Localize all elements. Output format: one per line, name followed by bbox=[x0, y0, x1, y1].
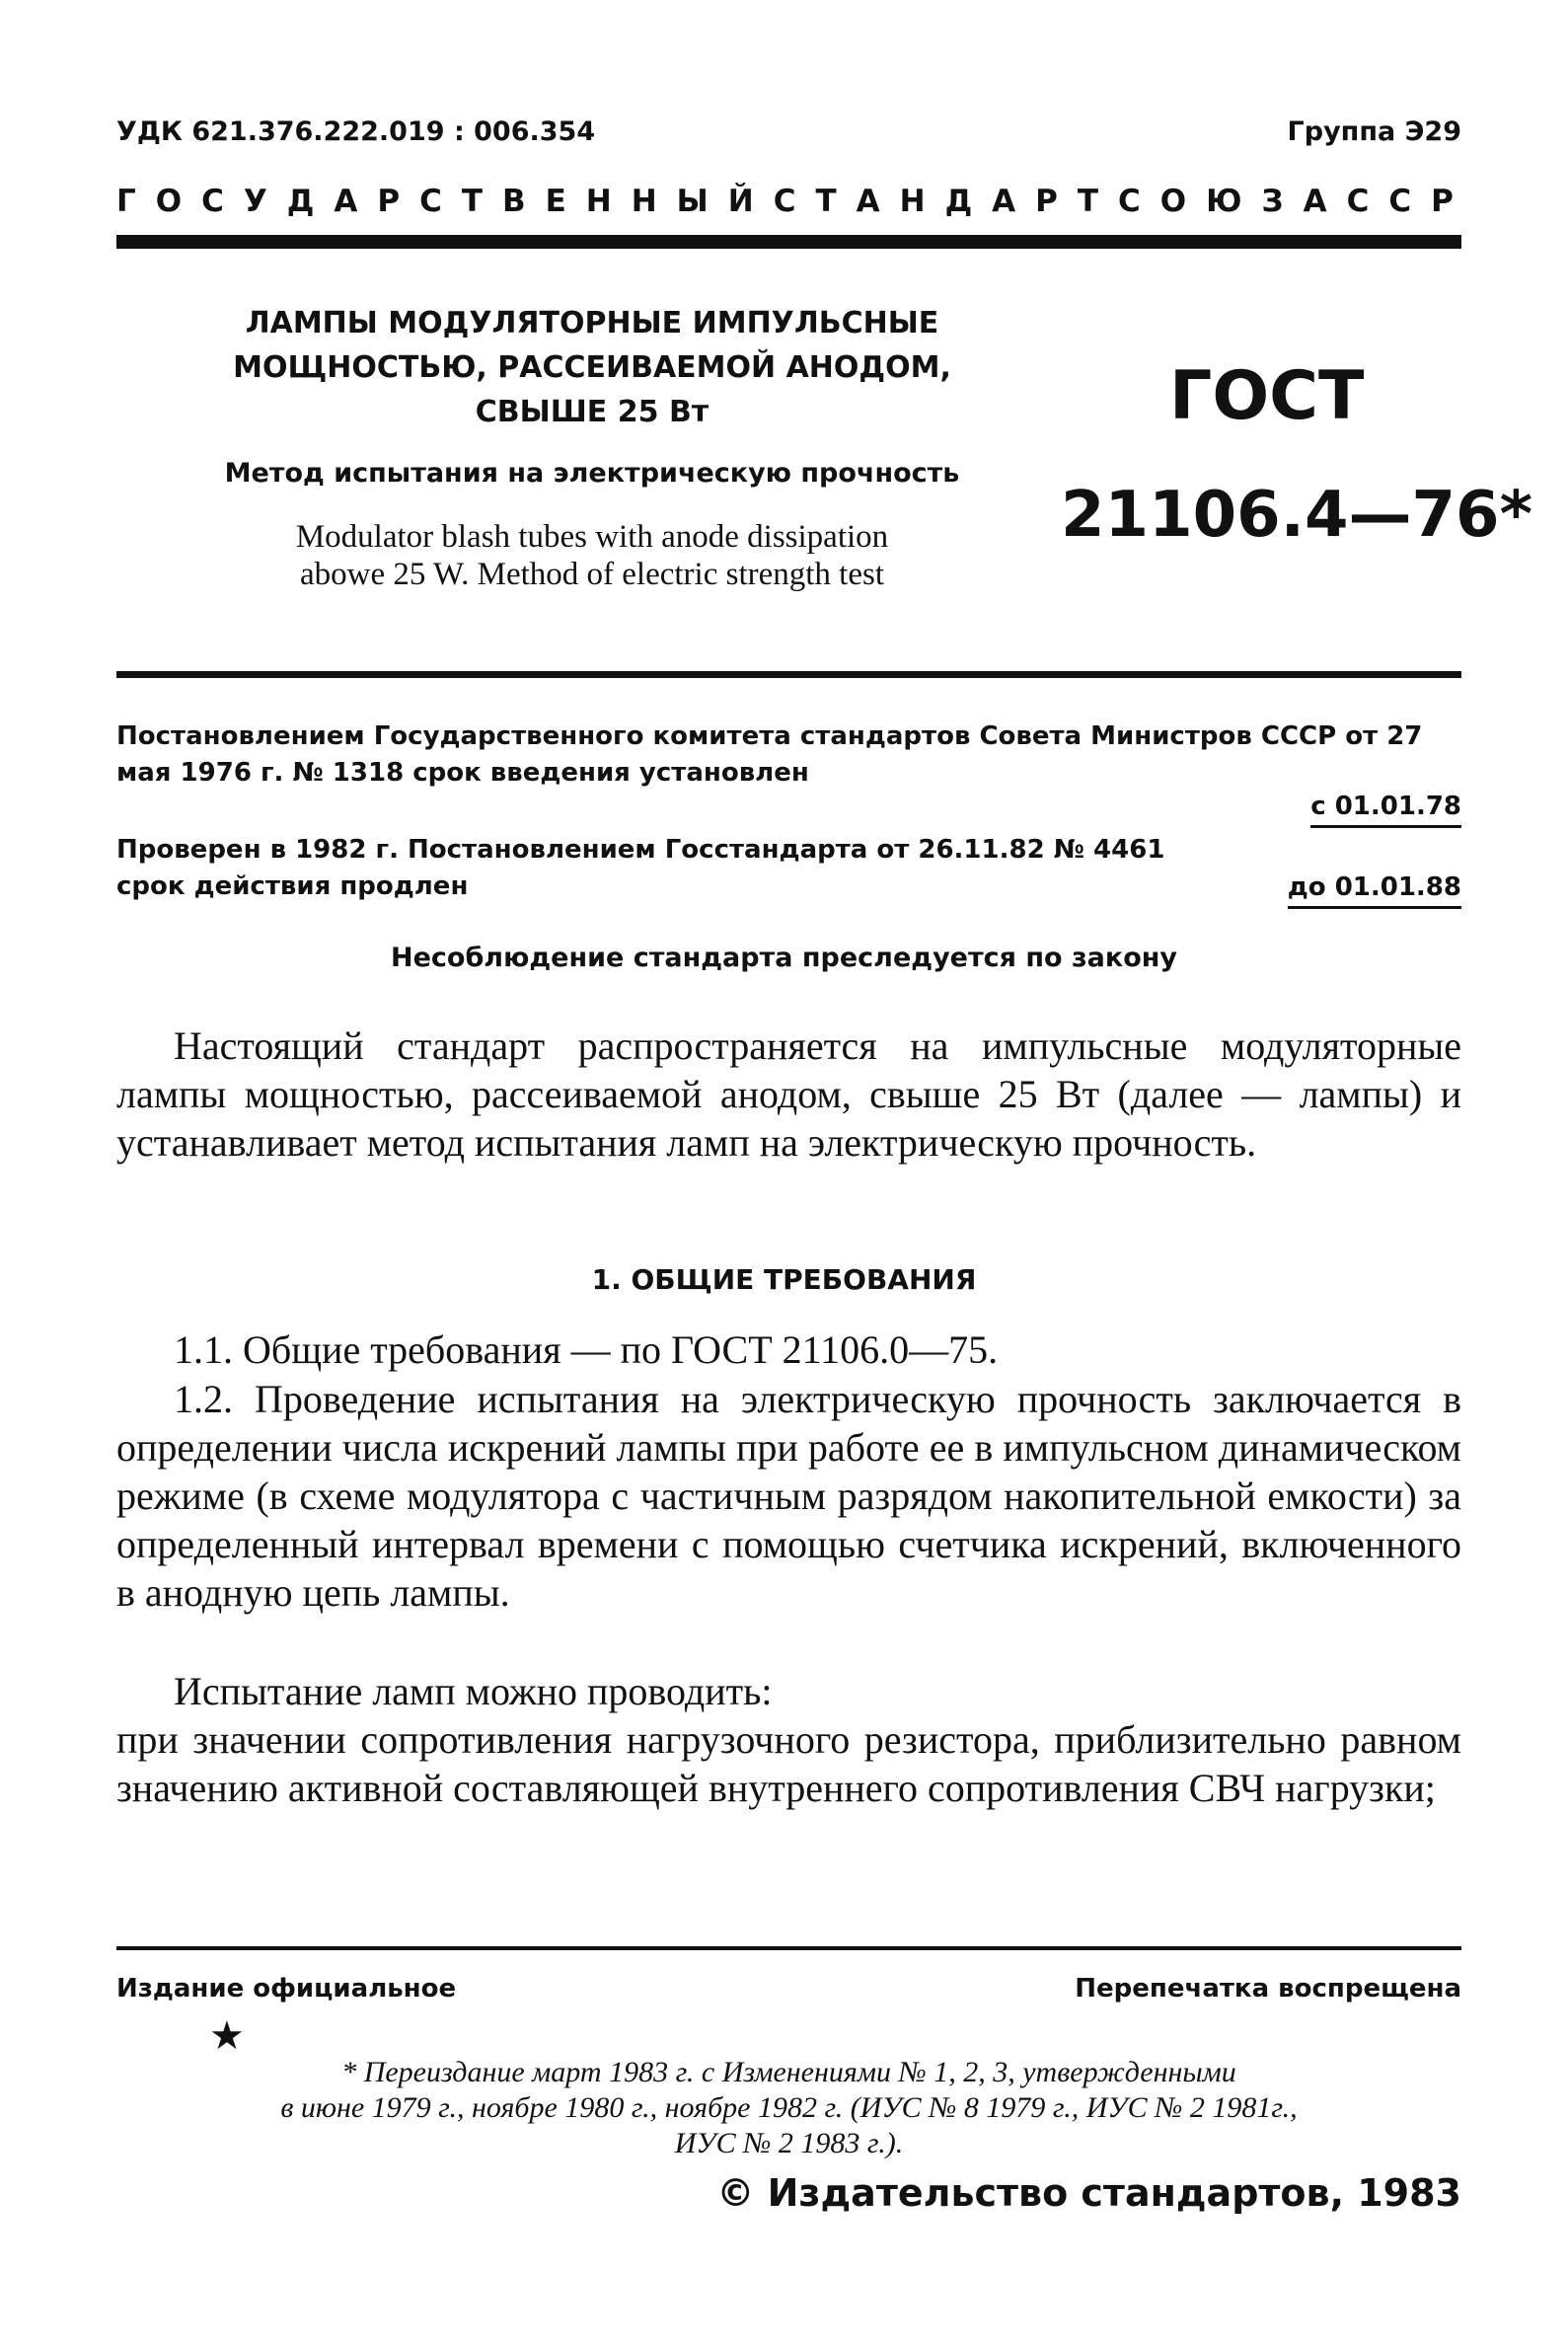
law-notice: Несоблюдение стандарта преследуется по закону bbox=[390, 943, 1178, 973]
paragraph-1-1: 1.1. Общие требования — по ГОСТ 21106.0—75. bbox=[174, 1327, 999, 1372]
note-line: в июне 1979 г., ноябре 1980 г., ноябре 1982 г. (ИУС № 8 1979 г., ИУС № 2 1981г., bbox=[280, 2091, 1298, 2124]
paragraph-1-2: 1.2. Проведение испытания на электрическую прочность заключается в определении числа искрений лампы при работе ее в импульсном динамическом режиме (в схеме модулятора с частичным разрядом накопительной емкости) за определенный интервал времени с помощью счетчика искрений, включенного в анодную цепь лампы. bbox=[116, 1377, 1461, 1615]
english-title-line: Modulator blash tubes with anode dissipation bbox=[295, 519, 889, 555]
title-line: ЛАМПЫ МОДУЛЯТОРНЫЕ ИМПУЛЬСНЫЕ bbox=[245, 306, 939, 340]
checked-text: Проверен в 1982 г. Постановлением Госстандарта от 26.11.82 № 4461 срок действия продлен bbox=[116, 835, 1165, 901]
official-edition: Издание официальное bbox=[116, 1974, 457, 2004]
top-divider bbox=[116, 235, 1461, 249]
banner-word: СОЮЗА bbox=[1118, 184, 1347, 219]
banner-word: СТАНДАРТ bbox=[773, 184, 1119, 219]
reissue-note bbox=[116, 2055, 1461, 2161]
group-code: Группа Э29 bbox=[1287, 116, 1461, 147]
paragraph-1-4: при значении сопротивления нагрузочного резистора, приблизительно равном значению активной составляющей внутреннего сопротивления СВЧ нагрузки; bbox=[116, 1717, 1461, 1810]
extended-date: до 01.01.88 bbox=[1288, 872, 1461, 909]
method-subtitle: Метод испытания на электрическую прочность bbox=[224, 458, 960, 489]
decree-text: Постановлением Государственного комитета стандартов Совета Министров СССР от 27 мая 1976 г. № 1318 срок введения установлен bbox=[116, 721, 1423, 788]
paragraph-1-3: Испытание ламп можно проводить: bbox=[174, 1669, 773, 1713]
note-line: ИУС № 2 1983 г.). bbox=[674, 2127, 904, 2159]
gost-number: 21106.4—76* bbox=[1061, 479, 1533, 552]
note-line: * Переиздание март 1983 г. с Изменениями № 1, 2, 3, утвержденными bbox=[341, 2056, 1236, 2088]
english-title bbox=[187, 518, 997, 593]
star-icon: ★ bbox=[209, 2013, 245, 2059]
footer-divider bbox=[116, 1946, 1461, 1950]
mid-divider bbox=[116, 671, 1461, 678]
title-line: МОЩНОСТЬЮ, РАССЕИВАЕМОЙ АНОДОМ, bbox=[233, 350, 951, 385]
copyright: © Издательство стандартов, 1983 bbox=[716, 2171, 1461, 2215]
title-block bbox=[187, 301, 997, 593]
banner-word: ГОСУДАРСТВЕННЫЙ bbox=[116, 184, 774, 219]
banner-word: ССР bbox=[1346, 184, 1473, 219]
gost-label: ГОСТ bbox=[1169, 357, 1365, 435]
standard-banner bbox=[116, 184, 1473, 219]
english-title-line: abowe 25 W. Method of electric strength test bbox=[299, 557, 885, 592]
effective-date: с 01.01.78 bbox=[1310, 792, 1461, 828]
section-title: 1. ОБЩИЕ ТРЕБОВАНИЯ bbox=[591, 1263, 977, 1296]
title-line: СВЫШЕ 25 Вт bbox=[475, 395, 709, 429]
intro-paragraph: Настоящий стандарт распространяется на импульсные модуляторные лампы мощностью, рассеиваемой анодом, свыше 25 Вт (далее — лампы) и устанавливает метод испытания ламп на электрическую прочность. bbox=[116, 1023, 1461, 1165]
udk-code: УДК 621.376.222.019 : 006.354 bbox=[116, 116, 596, 147]
reprint-notice: Перепечатка воспрещена bbox=[1075, 1974, 1461, 2004]
